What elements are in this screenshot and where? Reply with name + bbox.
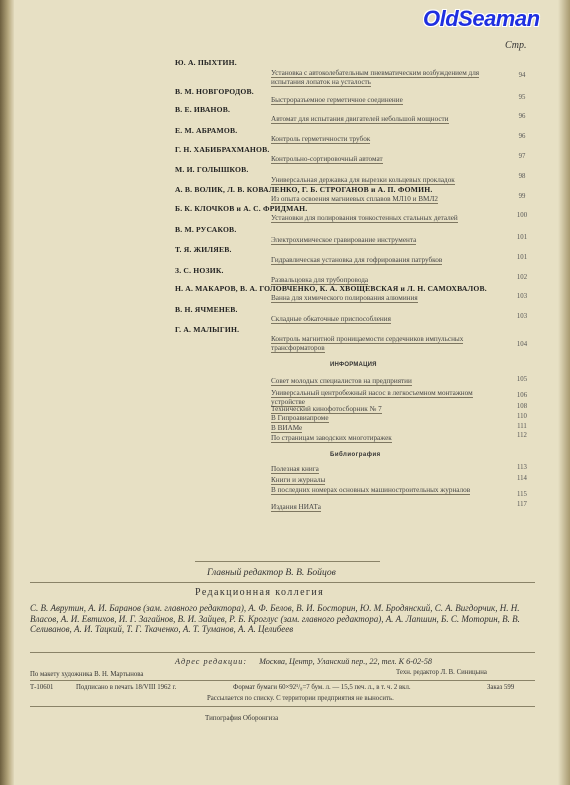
toc-title: Ванна для химического полирования алюминия <box>271 294 418 302</box>
biblio-item: Книги и журналы <box>271 476 326 484</box>
toc-title: Контроль герметичности трубок <box>271 135 371 143</box>
toc-page: 96 <box>518 113 526 120</box>
biblio-page: 117 <box>517 501 527 508</box>
editorial-address <box>30 657 535 666</box>
toc-author: З. С. НОЗИК. <box>175 266 224 275</box>
divider <box>30 680 535 681</box>
biblio-item: В последних номерах основных машиностроительных журналов <box>271 486 471 494</box>
toc-page: 96 <box>518 133 526 140</box>
biblio-page: 115 <box>517 491 527 498</box>
toc-title: Контроль магнитной проницаемости сердечников импульсных трансформаторов <box>271 335 464 352</box>
toc-title: Контрольно-сортировочный автомат <box>271 155 383 163</box>
toc-page: 98 <box>518 173 526 180</box>
toc-author: В. Н. ЯЧМЕНЕВ. <box>175 305 238 314</box>
toc-page: 100 <box>516 212 528 219</box>
section-heading-information: ИНФОРМАЦИЯ <box>330 362 377 368</box>
info-item: По страницам заводских многотиражек <box>271 434 392 442</box>
toc-author: Е. М. АБРАМОВ. <box>175 126 238 135</box>
toc-page: 97 <box>518 153 526 160</box>
toc-author: Ю. А. ПЫХТИН. <box>175 58 237 67</box>
info-item: В Гипроавиапроме <box>271 414 329 422</box>
info-page: 106 <box>516 392 528 399</box>
toc-page: 95 <box>518 94 526 101</box>
section-heading-bibliography: Библиография <box>330 452 381 458</box>
toc-author: В. Е. ИВАНОВ. <box>175 105 231 114</box>
paper-format: Формат бумаги 60×92¹/₈=7 бум. л. — 15,5 печ. л., в т. ч. 2 вкл. <box>233 684 411 691</box>
toc-page: 104 <box>516 341 528 348</box>
layout-artist: По макету художника В. Н. Мартынова <box>30 671 144 678</box>
divider <box>30 652 535 653</box>
order: Заказ 599 <box>487 684 515 691</box>
biblio-item: Издания НИАТа <box>271 503 321 511</box>
info-item: Совет молодых специалистов на предприятии <box>271 377 412 385</box>
biblio-page: 113 <box>517 464 527 471</box>
toc-title: Быстроразъемное герметичное соединение <box>271 96 403 104</box>
technical-editor: Техн. редактор Л. В. Синицына <box>396 669 487 676</box>
toc-author: А. В. ВОЛИК, Л. В. КОВАЛЕНКО, Г. Б. СТРОГАНОВ и А. П. ФОМИН. <box>175 185 433 194</box>
info-page: 108 <box>516 403 528 410</box>
address-text: Москва, Центр, Уланский пер., 22, тел. К 6-02-58 <box>259 657 433 666</box>
distribution-note: Рассылается по списку. С территории предприятия не выносить. <box>207 695 394 702</box>
chief-editor: Главный редактор В. В. Бойцов <box>207 567 336 578</box>
toc-page: 101 <box>516 254 528 261</box>
signed-for-print: Подписано в печать 18/VIII 1962 г. <box>76 684 177 691</box>
toc-author: Г. Н. ХАБИБРАХМАНОВ. <box>175 145 270 154</box>
biblio-item: Полезная книга <box>271 465 319 473</box>
toc-title: Из опыта освоения магниевых сплавов МЛ10 и ВМЛ2 <box>271 195 438 203</box>
info-item: Универсальный центробежный насос в легкосъемном монтажном устройстве <box>271 389 473 406</box>
toc-author: М. И. ГОЛЫШКОВ. <box>175 165 249 174</box>
toc-author: В. М. НОВГОРОДОВ. <box>175 87 254 96</box>
toc-title: Гидравлическая установка для гофрирования патрубков <box>271 256 443 264</box>
toc-page: 101 <box>516 234 528 241</box>
toc-author: Н. А. МАКАРОВ, В. А. ГОЛОВЧЕНКО, К. А. ХВОЩЕВСКАЯ и Л. Н. САМОХВАЛОВ. <box>175 284 487 293</box>
info-page: 111 <box>517 423 527 430</box>
toc-title: Универсальная державка для вырезки кольцевых прокладок <box>271 176 455 184</box>
info-page: 105 <box>516 376 528 383</box>
toc-page: 103 <box>516 313 528 320</box>
watermark: OldSeaman <box>423 6 540 31</box>
divider <box>30 706 535 707</box>
divider <box>30 582 535 583</box>
toc-title: Установка с автоколебательным пневматическим возбуждением для испытания лопаток на усталость <box>271 69 480 86</box>
toc-title: Автомат для испытания двигателей небольшой мощности <box>271 115 449 123</box>
toc-page: 102 <box>516 274 528 281</box>
info-item: В ВИАМе <box>271 424 303 432</box>
address-label: Адрес редакции: <box>175 657 248 666</box>
toc-title: Развальцовка для трубопровода <box>271 276 369 284</box>
info-page: 110 <box>517 413 527 420</box>
toc-page: 103 <box>516 293 528 300</box>
editorial-board-members: С. В. Аврутин, А. И. Баранов (зам. главного редактора), А. Ф. Белов, В. И. Босторин, Ю. М. Бродянский, С. А. Вигдорчик, Н. Н. Власов, А. И. Евтихов, И. Г. Загайнов, В. И. Зайцев, Р. Б. Кроглус (зам. главного редактора), А. А. Лапшин, Б. С. Моторин, В. В. Селиванов, А. И. Тацкий, Т. Г. Ткаченко, А. Т. Туманов, А. А. Целибеев <box>30 603 520 635</box>
toc-title: Складные обкаточные приспособления <box>271 315 391 323</box>
toc-author: Т. Я. ЖИЛЯЕВ. <box>175 245 232 254</box>
book-spine-shadow <box>0 0 14 785</box>
biblio-page: 114 <box>517 475 527 482</box>
toc-title: Установки для полирования тонкостенных стальных деталей <box>271 214 458 222</box>
toc-author: Б. К. КЛОЧКОВ и А. С. ФРИДМАН. <box>175 204 308 213</box>
toc-author: Г. А. МАЛЫГИН. <box>175 325 240 334</box>
page-column-header: Стр. <box>505 40 527 51</box>
divider <box>195 561 380 562</box>
editorial-board-title: Редакционная коллегия <box>195 587 325 598</box>
info-item: Технический кинофотосборник № 7 <box>271 405 382 413</box>
page-edge-shadow <box>558 0 570 785</box>
info-page: 112 <box>517 432 527 439</box>
toc-page: 99 <box>518 193 526 200</box>
toc-page: 94 <box>518 72 526 79</box>
toc-title: Электрохимическое гравирование инструмента <box>271 236 417 244</box>
printing-house: Типография Оборонгиза <box>205 714 279 722</box>
order-number: Т-10601 <box>30 684 54 691</box>
toc-author: В. М. РУСАКОВ. <box>175 225 237 234</box>
